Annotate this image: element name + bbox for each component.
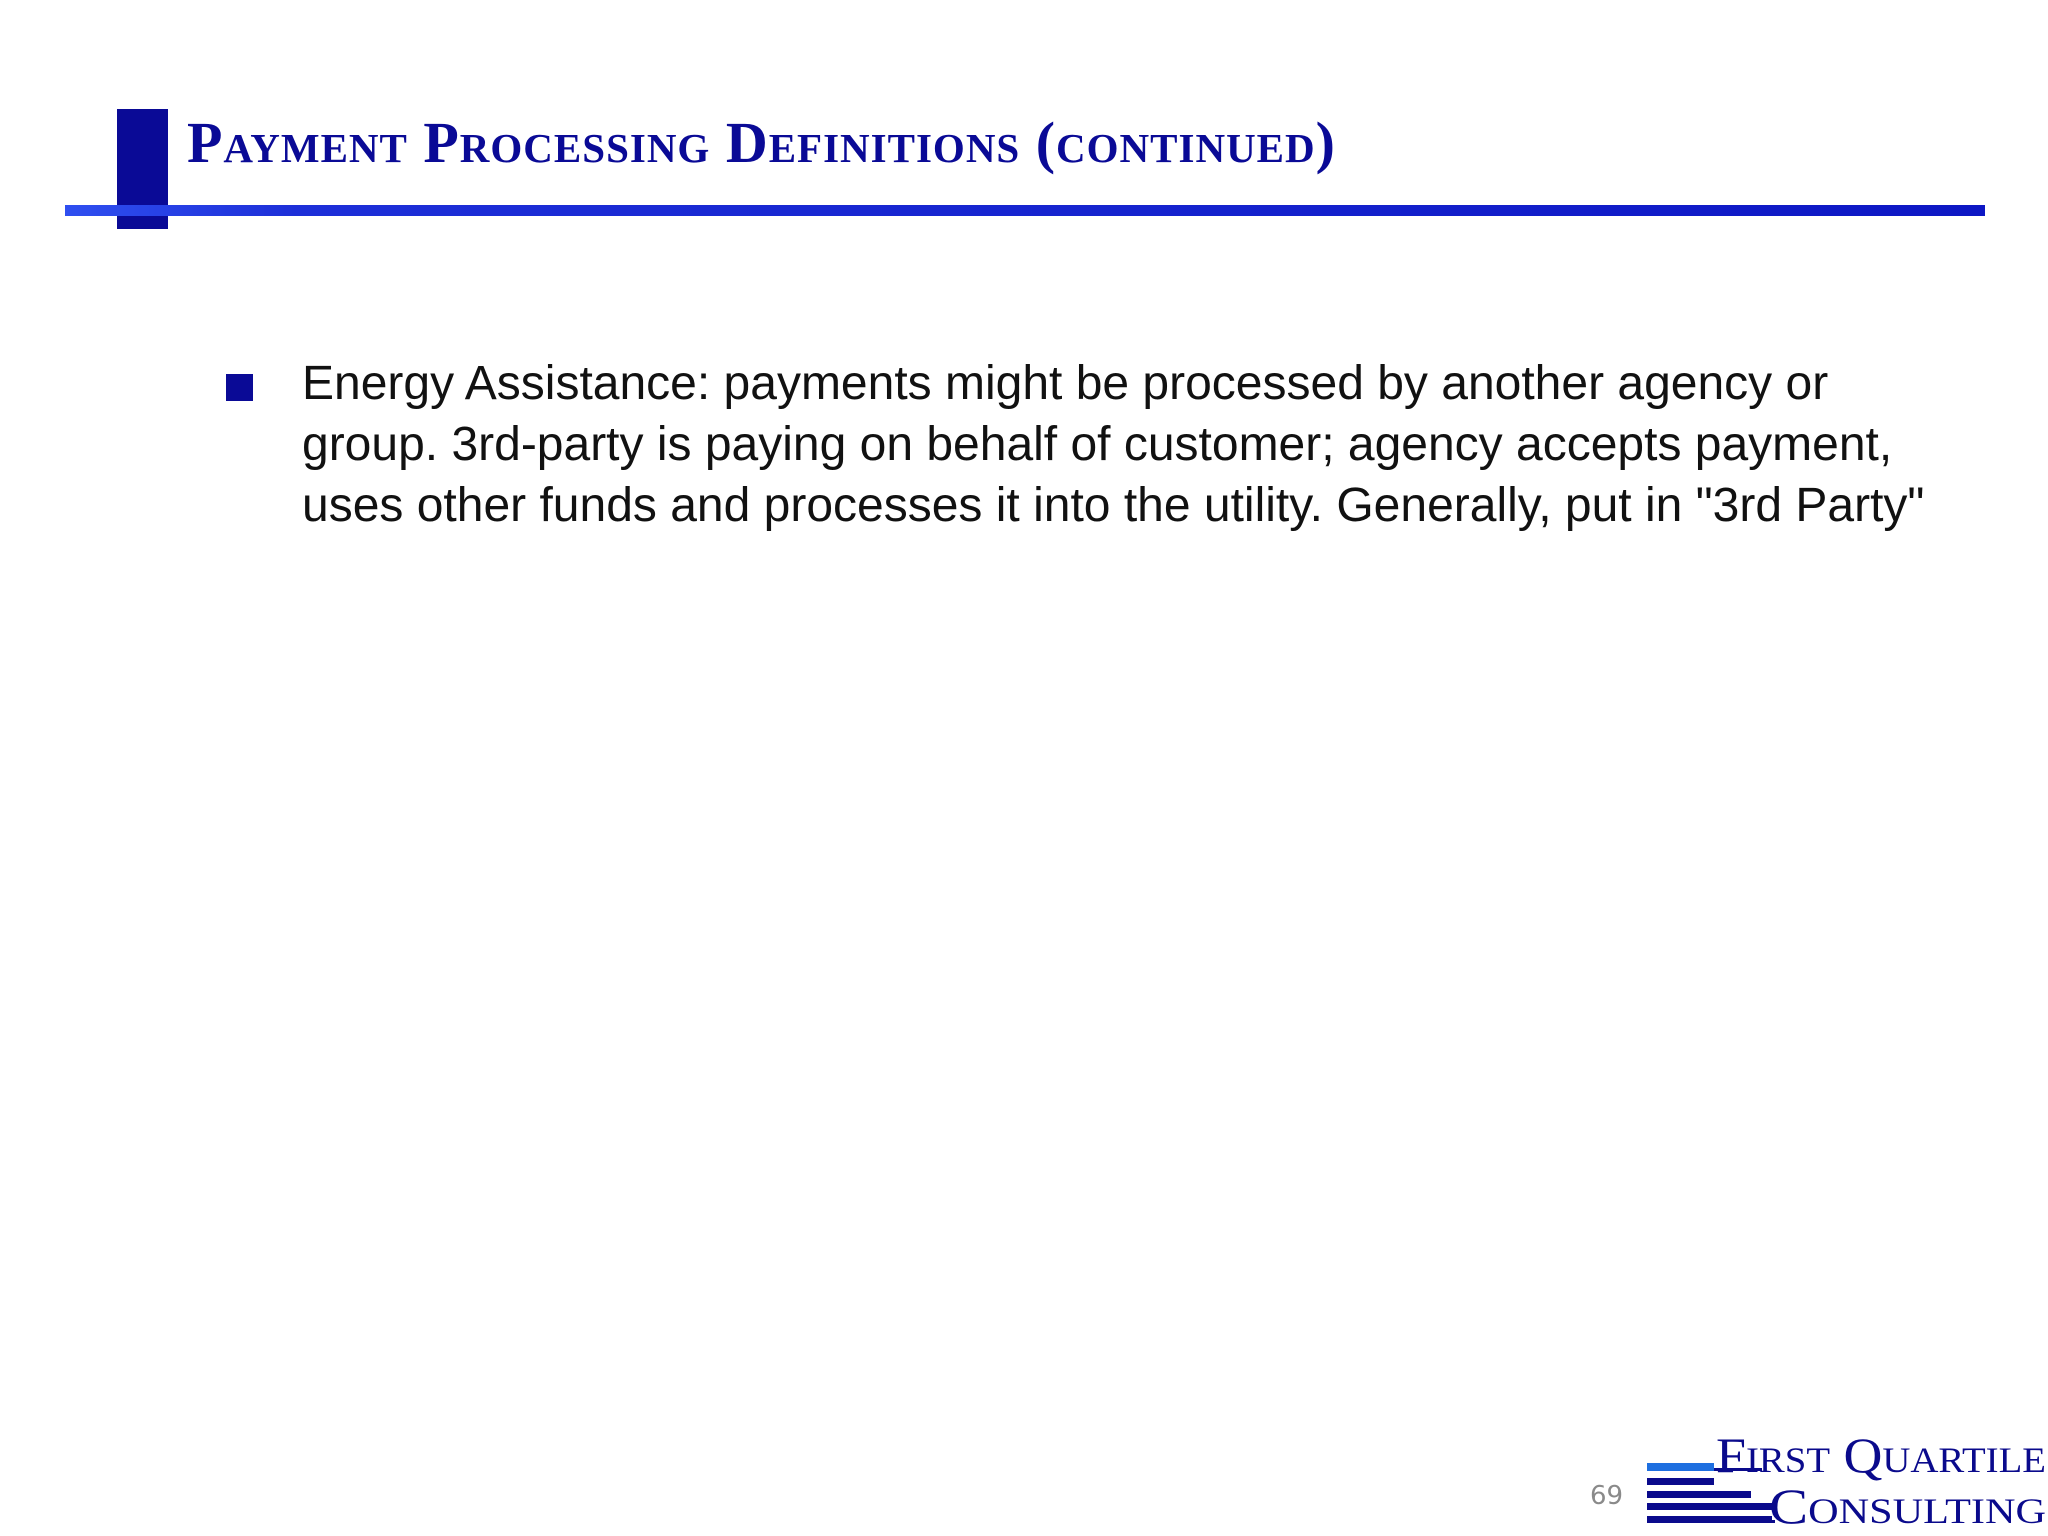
svg-text:CONSULTING: C ONSULTING: [1769, 1478, 2011, 1528]
bullet-text: Energy Assistance: payments might be processed by another agency or group. 3rd-party is paying on behalf of customer; agency accepts payment, uses other funds and processes it into the utility. Generally, put in "3rd Party": [302, 357, 1925, 532]
slide-title: Payment Processing Definitions (continued): [187, 110, 1336, 175]
square-bullet-icon: [226, 374, 253, 401]
stacked-bars-logo-icon: [1645, 1428, 2048, 1528]
svg-text:FIRST QUARTILE: FIRST Q UARTILE: [1716, 1428, 2035, 1483]
bullet-item: [226, 353, 1976, 536]
title-underline-rule: [65, 205, 1985, 216]
page-number: 69: [1590, 1481, 1624, 1511]
bullet-list: [226, 353, 1976, 536]
company-logo: [1645, 1428, 2048, 1528]
